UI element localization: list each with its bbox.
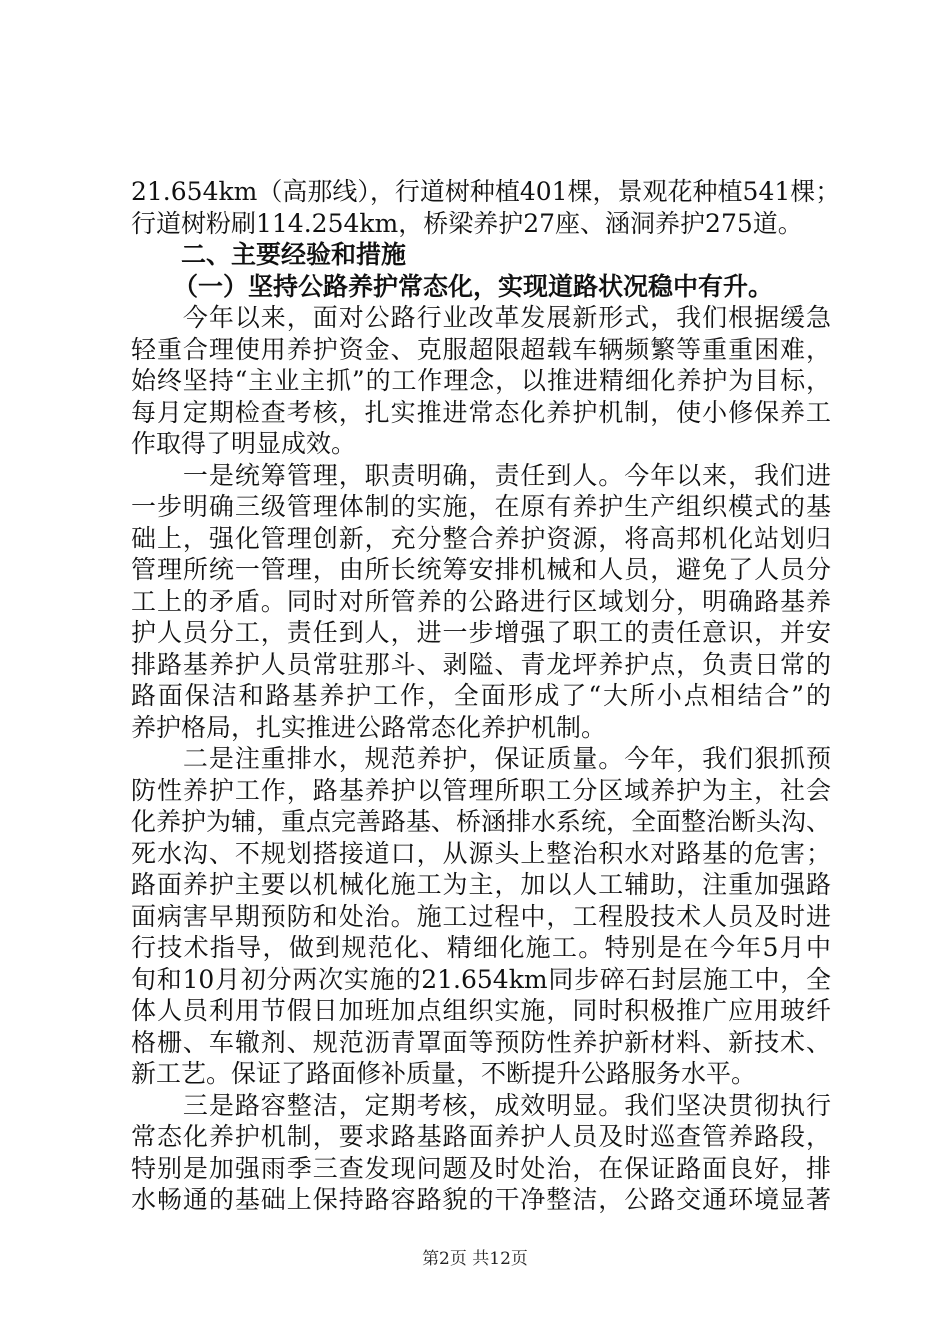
text-line: 一步明确三级管理体制的实施，在原有养护生产组织模式的基 [131,492,831,521]
text-line: 工上的矛盾。同时对所管养的公路进行区域划分，明确路基养 [131,586,831,616]
text-line: 二是注重排水，规范养护，保证质量。今年，我们狠抓预 [131,744,831,773]
text-line: 管理所统一管理，由所长统筹安排机械和人员，避免了人员分 [131,555,831,584]
text-line: 作取得了明显成效。 [131,429,357,458]
text-line: 始终坚持“主业主抓”的工作理念，以推进精细化养护为目标， [131,366,831,395]
text-line: 行道树粉刷114.254km，桥梁养护27座、涵洞养护275道。 [131,208,803,238]
text-line: 三是路容整洁，定期考核，成效明显。我们坚决贯彻执行 [131,1090,831,1120]
text-line: 旬和10月初分两次实施的21.654km同步碎石封层施工中，全 [131,964,831,994]
text-line: 面病害早期预防和处治。施工过程中，工程股技术人员及时进 [131,901,831,931]
text-line: 化养护为辅，重点完善路基、桥涵排水系统，全面整治断头沟、 [131,807,832,836]
text-line: 死水沟、不规划搭接道口，从源头上整治积水对路基的危害； [131,838,831,868]
text-line: 每月定期检查考核，扎实推进常态化养护机制，使小修保养工 [131,397,831,427]
page-footer: 第2页 共12页 [422,1249,528,1269]
text-line: 防性养护工作，路基养护以管理所职工分区域养护为主，社会 [131,775,831,805]
text-line: 排路基养护人员常驻那斗、剥隘、青龙坪养护点，负责日常的 [131,649,831,679]
text-line: 一是统筹管理，职责明确，责任到人。今年以来，我们进 [131,460,831,490]
text-line: 体人员利用节假日加班加点组织实施，同时积极推广应用玻纤 [131,996,831,1025]
text-line: 常态化养护机制，要求路基路面养护人员及时巡查管养路段， [131,1122,831,1151]
text-line: 路面养护主要以机械化施工为主，加以人工辅助，注重加强路 [131,870,831,899]
section-heading: （一）坚持公路养护常态化，实现道路状况稳中有升。 [173,271,774,301]
text-line: 护人员分工，责任到人，进一步增强了职工的责任意识，并安 [131,618,831,647]
text-line: 今年以来，面对公路行业改革发展新形式，我们根据缓急 [131,303,831,332]
text-line: 路面保洁和路基养护工作，全面形成了“大所小点相结合”的 [131,681,831,710]
text-line: 养护格局，扎实推进公路常态化养护机制。 [131,712,607,742]
section-heading: 二、主要经验和措施 [181,240,407,269]
text-line: 轻重合理使用养护资金、克服超限超载车辆频繁等重重困难， [131,334,831,364]
text-line: 水畅通的基础上保持路容路貌的干净整洁，公路交通环境显著 [131,1185,831,1214]
text-line: 行技术指导，做到规范化、精细化施工。特别是在今年5月中 [131,933,831,962]
text-line: 特别是加强雨季三查发现问题及时处治，在保证路面良好，排 [131,1153,831,1183]
text-line: 21.654km（高那线），行道树种植401棵，景观花种植541棵； [131,177,841,206]
text-line: 格栅、车辙剂、规范沥青罩面等预防性养护新材料、新技术、 [131,1027,831,1057]
text-line: 新工艺。保证了路面修补质量，不断提升公路服务水平。 [131,1059,757,1088]
text-line: 础上，强化管理创新，充分整合养护资源，将高邦机化站划归 [131,523,831,553]
document-body [131,176,841,1216]
